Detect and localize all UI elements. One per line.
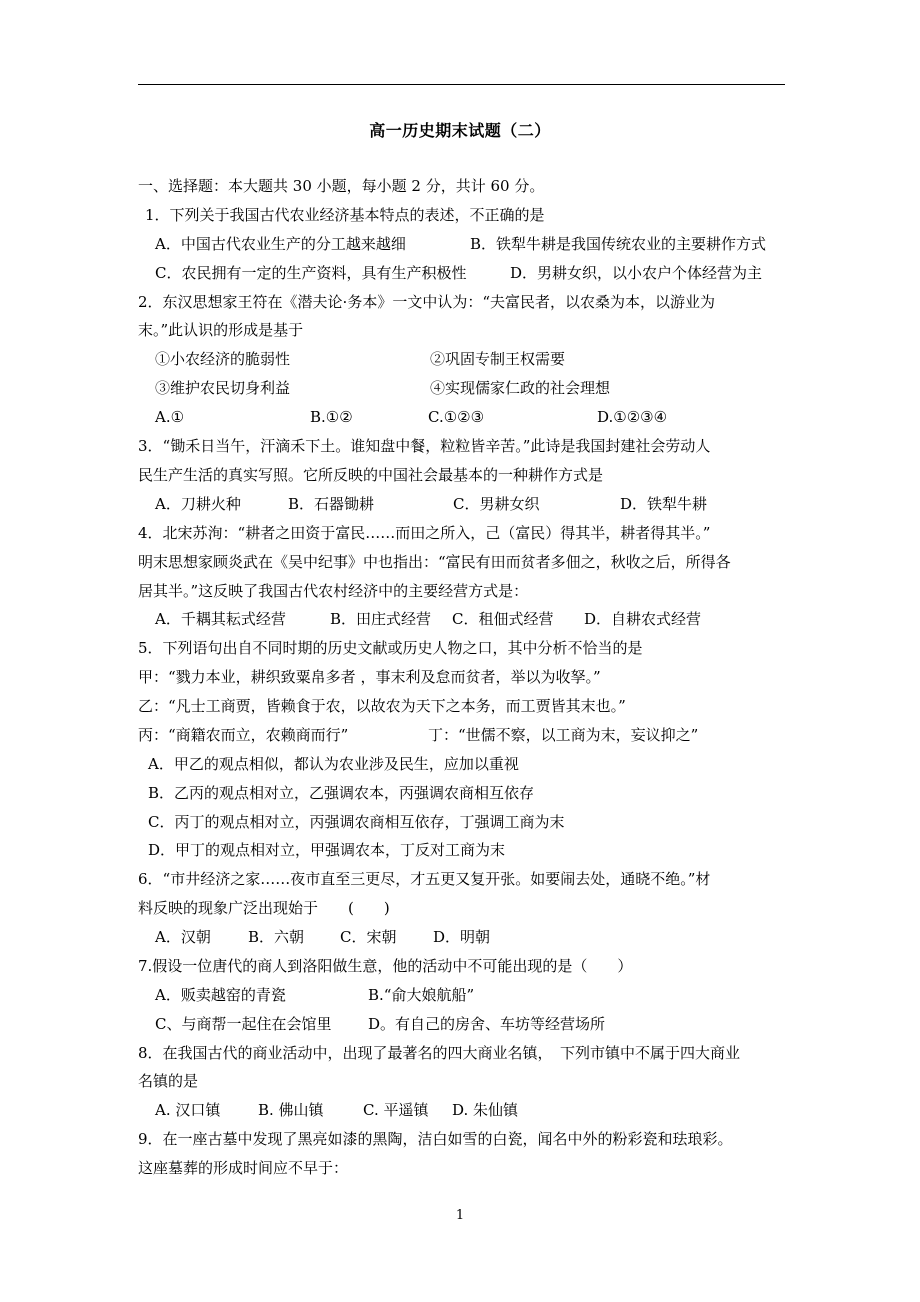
q8-stem-line2: 名镇的是	[138, 1072, 199, 1090]
q9-stem-line1: 9．在一座古墓中发现了黑亮如漆的黑陶，洁白如雪的白瓷，闻名中外的粉彩瓷和珐琅彩。	[138, 1130, 733, 1148]
q6-stem-line1: 6．“市井经济之家……夜市直至三更尽，才五更又复开张。如要闹去处，通晓不绝。”材	[138, 870, 711, 888]
q7-option-a: A．贩卖越窑的青瓷	[155, 986, 286, 1004]
q5-option-d: D．甲丁的观点相对立，甲强调农本，丁反对工商为末	[148, 841, 506, 859]
q8-stem-line1: 8．在我国古代的商业活动中，出现了最著名的四大商业名镇， 下列市镇中不属于四大商业	[138, 1044, 741, 1062]
q4-option-d: D．自耕农式经营	[584, 610, 702, 628]
q6-option-b: B．六朝	[248, 928, 305, 946]
q4-option-b: B．田庄式经营	[330, 610, 432, 628]
q8-option-a: A. 汉口镇	[155, 1101, 221, 1119]
q5-quote-bing: 丙：“商籍农而立，农赖商而行”	[138, 726, 349, 744]
q7-stem: 7.假设一位唐代的商人到洛阳做生意，他的活动中不可能出现的是（ ）	[138, 957, 633, 975]
q9-stem-line2: 这座墓葬的形成时间应不早于：	[138, 1159, 349, 1177]
q2-stem-line1: 2．东汉思想家王符在《潜夫论·务本》一文中认为：“夫富民者，以农桑为本，以游业为	[138, 293, 715, 311]
q5-quote-ding: 丁：“世儒不察，以工商为末，妄议抑之”	[428, 726, 699, 744]
q4-option-a: A．千耦其耘式经营	[155, 610, 286, 628]
page-number: 1	[455, 1208, 465, 1223]
q3-option-c: C．男耕女织	[453, 495, 540, 513]
q7-option-d: D。有自己的房舍、车坊等经营场所	[368, 1015, 606, 1033]
q5-option-c: C．丙丁的观点相对立，丙强调农商相互依存，丁强调工商为末	[148, 813, 565, 831]
q5-quote-jia: 甲：“戮力本业，耕织致粟帛多者 ，事末利及怠而贫者，举以为收孥。”	[138, 668, 601, 686]
q7-option-c: C、与商帮一起住在会馆里	[155, 1015, 332, 1033]
q7-option-b: B.“俞大娘航船”	[368, 986, 475, 1004]
q2-statement-4: ④实现儒家仁政的社会理想	[430, 379, 611, 397]
q5-stem: 5．下列语句出自不同时期的历史文献或历史人物之口，其中分析不恰当的是	[138, 639, 643, 657]
q4-stem-line3: 居其半。”这反映了我国古代农村经济中的主要经营方式是：	[138, 582, 529, 600]
section-heading: 一、选择题：本大题共 30 小题，每小题 2 分，共计 60 分。	[138, 177, 545, 195]
q4-option-c: C．租佃式经营	[452, 610, 554, 628]
q1-option-d: D．男耕女织，以小农户个体经营为主	[510, 264, 763, 282]
q8-option-c: C. 平遥镇	[363, 1101, 429, 1119]
q6-stem-line2: 料反映的现象广泛出现始于 ( )	[138, 899, 390, 917]
q2-option-b: B.①②	[310, 408, 353, 426]
q6-option-c: C．宋朝	[340, 928, 397, 946]
q2-stem-line2: 末。”此认识的形成是基于	[138, 321, 304, 339]
q3-option-b: B．石器锄耕	[288, 495, 375, 513]
q2-statement-3: ③维护农民切身利益	[155, 379, 291, 397]
q5-option-a: A．甲乙的观点相似，都认为农业涉及民生，应加以重视	[148, 755, 519, 773]
q1-option-a: A．中国古代农业生产的分工越来越细	[155, 235, 406, 253]
q3-stem-line1: 3．“锄禾日当午，汗滴禾下土。谁知盘中餐，粒粒皆辛苦。”此诗是我国封建社会劳动人	[138, 437, 711, 455]
q5-quote-yi: 乙：“凡士工商贾，皆赖食于农，以故农为天下之本务，而工贾皆其末也。”	[138, 697, 626, 715]
q1-stem: 1．下列关于我国古代农业经济基本特点的表述，不正确的是	[145, 206, 545, 224]
q8-option-d: D. 朱仙镇	[452, 1101, 519, 1119]
q4-stem-line2: 明末思想家顾炎武在《吴中纪事》中也指出：“富民有田而贫者多佃之，秋收之后，所得各	[138, 553, 731, 571]
q3-option-a: A．刀耕火种	[155, 495, 241, 513]
q2-statement-2: ②巩固专制王权需要	[430, 350, 566, 368]
header-rule	[138, 84, 785, 85]
page-title: 高一历史期末试题（二）	[369, 121, 551, 140]
q3-option-d: D．铁犁牛耕	[620, 495, 708, 513]
q5-option-b: B．乙丙的观点相对立，乙强调农本，丙强调农商相互依存	[148, 784, 535, 802]
q2-option-d: D.①②③④	[597, 408, 668, 426]
q2-statement-1: ①小农经济的脆弱性	[155, 350, 291, 368]
q2-option-c: C.①②③	[428, 408, 485, 426]
q2-option-a: A.①	[155, 408, 185, 426]
q3-stem-line2: 民生产生活的真实写照。它所反映的中国社会最基本的一种耕作方式是	[138, 466, 604, 484]
q1-option-b: B．铁犁牛耕是我国传统农业的主要耕作方式	[470, 235, 767, 253]
q8-option-b: B. 佛山镇	[258, 1101, 324, 1119]
q6-option-a: A．汉朝	[155, 928, 211, 946]
q1-option-c: C．农民拥有一定的生产资料，具有生产积极性	[155, 264, 467, 282]
q6-option-d: D．明朝	[433, 928, 491, 946]
q4-stem-line1: 4．北宋苏洵：“耕者之田资于富民……而田之所入，己（富民）得其半，耕者得其半。”	[138, 524, 711, 542]
